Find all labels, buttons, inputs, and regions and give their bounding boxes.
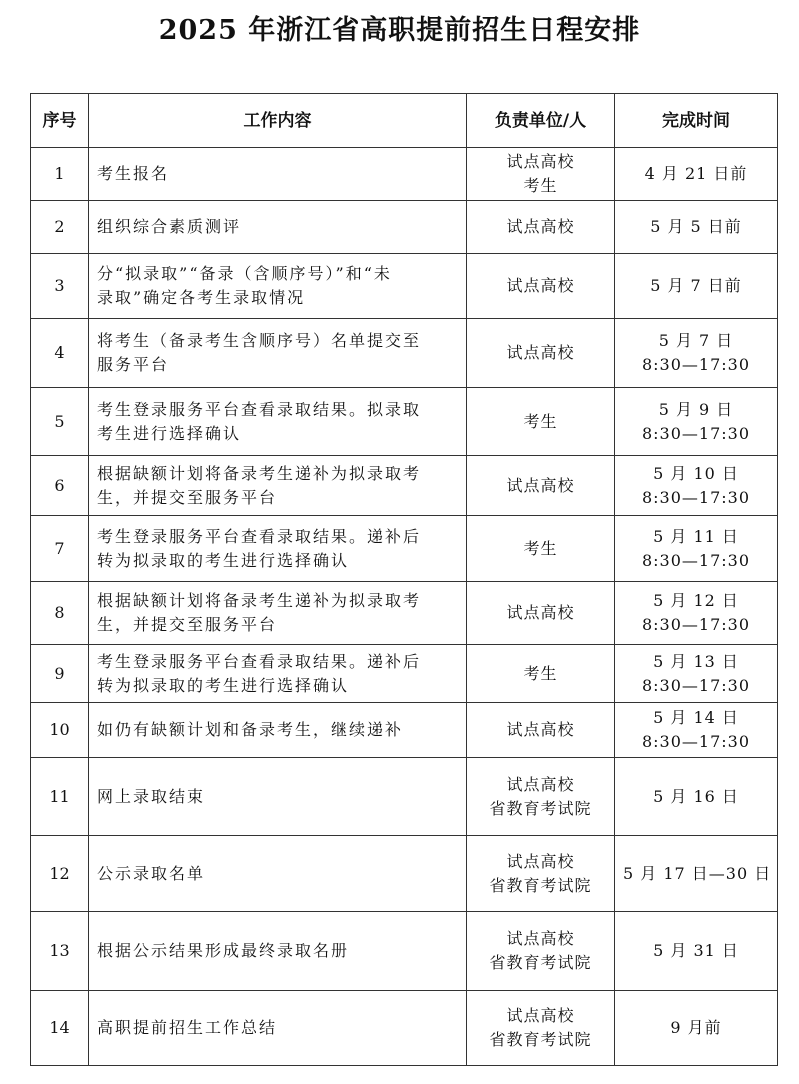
responsible-line: 省教育考试院 <box>489 953 592 972</box>
task-cell <box>89 516 467 582</box>
time-line: 8:30—17:30 <box>641 550 751 570</box>
responsible-line: 试点高校 <box>506 774 575 794</box>
task-line: 根据缺额计划将备录考生递补为拟录取考 <box>97 591 422 610</box>
responsible-line: 试点高校 <box>506 475 575 495</box>
task-line: 高职提前招生工作总结 <box>97 1018 278 1037</box>
task-line: 考生登录服务平台查看录取结果。拟录取 <box>97 399 422 419</box>
task-cell <box>89 319 467 388</box>
task-cell <box>89 912 467 991</box>
task-line: 网上录取结束 <box>97 786 206 806</box>
responsible-line: 省教育考试院 <box>489 798 592 818</box>
responsible-line: 试点高校 <box>506 276 575 295</box>
page-title: 2025 年浙江省高职提前招生日程安排 <box>158 15 641 46</box>
table-row <box>31 148 778 201</box>
responsible-cell <box>467 645 615 703</box>
time-line: 8:30—17:30 <box>641 423 751 443</box>
time-line: 5 月 7 日 <box>658 331 734 350</box>
responsible-cell <box>467 703 615 758</box>
task-cell <box>89 254 467 319</box>
task-line: 生，并提交至服务平台 <box>97 615 278 634</box>
responsible-line: 试点高校 <box>506 217 575 236</box>
task-line: 如仍有缺额计划和备录考生，继续递补 <box>97 720 404 739</box>
table-header-row <box>31 94 778 148</box>
task-cell <box>89 148 467 201</box>
time-cell <box>615 836 778 912</box>
responsible-line: 考生 <box>523 411 558 431</box>
time-cell <box>615 388 778 456</box>
task-line: 组织综合素质测评 <box>97 217 242 236</box>
time-line: 5 月 31 日 <box>653 941 739 960</box>
responsible-line: 试点高校 <box>506 343 575 362</box>
row-number: 9 <box>31 645 89 703</box>
time-cell <box>615 991 778 1066</box>
task-cell <box>89 836 467 912</box>
table-row <box>31 388 778 456</box>
task-line: 分“拟录取”“备录（含顺序号）”和“未 <box>97 264 392 283</box>
table-row <box>31 201 778 254</box>
row-number: 2 <box>31 201 89 254</box>
row-number: 11 <box>31 758 89 836</box>
header-time: 完成时间 <box>615 94 778 148</box>
row-number: 4 <box>31 319 89 388</box>
time-line: 8:30—17:30 <box>641 355 751 374</box>
row-number: 5 <box>31 388 89 456</box>
responsible-cell <box>467 836 615 912</box>
time-cell <box>615 582 778 645</box>
time-cell <box>615 319 778 388</box>
row-number: 10 <box>31 703 89 758</box>
responsible-cell <box>467 254 615 319</box>
table-row <box>31 645 778 703</box>
task-line: 考生登录服务平台查看录取结果。递补后 <box>97 526 422 546</box>
row-number: 7 <box>31 516 89 582</box>
responsible-cell <box>467 148 615 201</box>
time-line: 5 月 14 日 <box>653 708 739 727</box>
responsible-cell <box>467 582 615 645</box>
task-line: 根据公示结果形成最终录取名册 <box>97 941 350 960</box>
responsible-line: 考生 <box>523 663 558 683</box>
time-line: 5 月 16 日 <box>653 786 739 806</box>
row-number: 1 <box>31 148 89 201</box>
time-cell <box>615 912 778 991</box>
time-line: 8:30—17:30 <box>641 487 751 507</box>
task-line: 考生报名 <box>97 164 170 183</box>
time-cell <box>615 516 778 582</box>
responsible-cell <box>467 758 615 836</box>
time-line: 5 月 5 日前 <box>650 217 742 236</box>
responsible-cell <box>467 319 615 388</box>
header-task: 工作内容 <box>89 94 467 148</box>
time-line: 8:30—17:30 <box>641 732 751 751</box>
time-line: 5 月 9 日 <box>658 399 734 419</box>
time-line: 5 月 11 日 <box>653 526 739 546</box>
time-line: 5 月 17 日—30 日 <box>623 863 772 883</box>
table-row <box>31 836 778 912</box>
responsible-line: 省教育考试院 <box>489 1030 592 1049</box>
table-row <box>31 912 778 991</box>
task-line: 转为拟录取的考生进行选择确认 <box>97 675 350 695</box>
task-cell <box>89 991 467 1066</box>
responsible-cell <box>467 912 615 991</box>
table-row <box>31 456 778 516</box>
table-row <box>31 319 778 388</box>
row-number: 12 <box>31 836 89 912</box>
time-line: 4 月 21 日前 <box>644 164 748 183</box>
time-line: 5 月 7 日前 <box>650 276 742 295</box>
task-cell <box>89 703 467 758</box>
table-row <box>31 703 778 758</box>
responsible-line: 试点高校 <box>506 1006 575 1025</box>
table-body <box>31 148 778 1066</box>
time-cell <box>615 645 778 703</box>
task-line: 服务平台 <box>97 355 170 374</box>
table-row <box>31 254 778 319</box>
responsible-line: 省教育考试院 <box>489 875 592 895</box>
time-line: 8:30—17:30 <box>641 675 751 695</box>
task-cell <box>89 645 467 703</box>
responsible-line: 试点高校 <box>506 720 575 739</box>
task-line: 转为拟录取的考生进行选择确认 <box>97 550 350 570</box>
time-line: 5 月 10 日 <box>653 463 739 483</box>
table-row <box>31 758 778 836</box>
task-line: 考生登录服务平台查看录取结果。递补后 <box>97 651 422 671</box>
responsible-cell <box>467 388 615 456</box>
task-cell <box>89 582 467 645</box>
responsible-line: 考生 <box>523 538 558 558</box>
responsible-cell <box>467 201 615 254</box>
table-row <box>31 582 778 645</box>
table-row <box>31 516 778 582</box>
task-line: 考生进行选择确认 <box>97 423 242 443</box>
header-responsible: 负责单位/人 <box>467 94 615 148</box>
responsible-cell <box>467 991 615 1066</box>
task-cell <box>89 456 467 516</box>
time-cell <box>615 201 778 254</box>
responsible-line: 试点高校 <box>506 929 575 948</box>
time-cell <box>615 703 778 758</box>
header-no: 序号 <box>31 94 89 148</box>
time-cell <box>615 758 778 836</box>
row-number: 13 <box>31 912 89 991</box>
time-cell <box>615 456 778 516</box>
task-line: 生，并提交至服务平台 <box>97 487 278 507</box>
responsible-line: 试点高校 <box>506 152 575 171</box>
responsible-cell <box>467 516 615 582</box>
task-line: 根据缺额计划将备录考生递补为拟录取考 <box>97 463 422 483</box>
time-line: 5 月 12 日 <box>653 591 739 610</box>
task-line: 将考生（备录考生含顺序号）名单提交至 <box>97 331 422 350</box>
time-line: 8:30—17:30 <box>641 615 751 634</box>
row-number: 3 <box>31 254 89 319</box>
task-line: 公示录取名单 <box>97 863 206 883</box>
task-cell <box>89 201 467 254</box>
row-number: 6 <box>31 456 89 516</box>
responsible-line: 试点高校 <box>506 851 575 871</box>
row-number: 14 <box>31 991 89 1066</box>
row-number: 8 <box>31 582 89 645</box>
table-row <box>31 991 778 1066</box>
task-line: 录取”确定各考生录取情况 <box>97 288 306 307</box>
task-cell <box>89 758 467 836</box>
responsible-line: 试点高校 <box>506 603 575 622</box>
time-line: 9 月前 <box>670 1018 722 1037</box>
task-cell <box>89 388 467 456</box>
schedule-table <box>30 93 778 1066</box>
responsible-cell <box>467 456 615 516</box>
time-cell <box>615 148 778 201</box>
responsible-line: 考生 <box>523 176 558 195</box>
time-line: 5 月 13 日 <box>653 651 739 671</box>
time-cell <box>615 254 778 319</box>
